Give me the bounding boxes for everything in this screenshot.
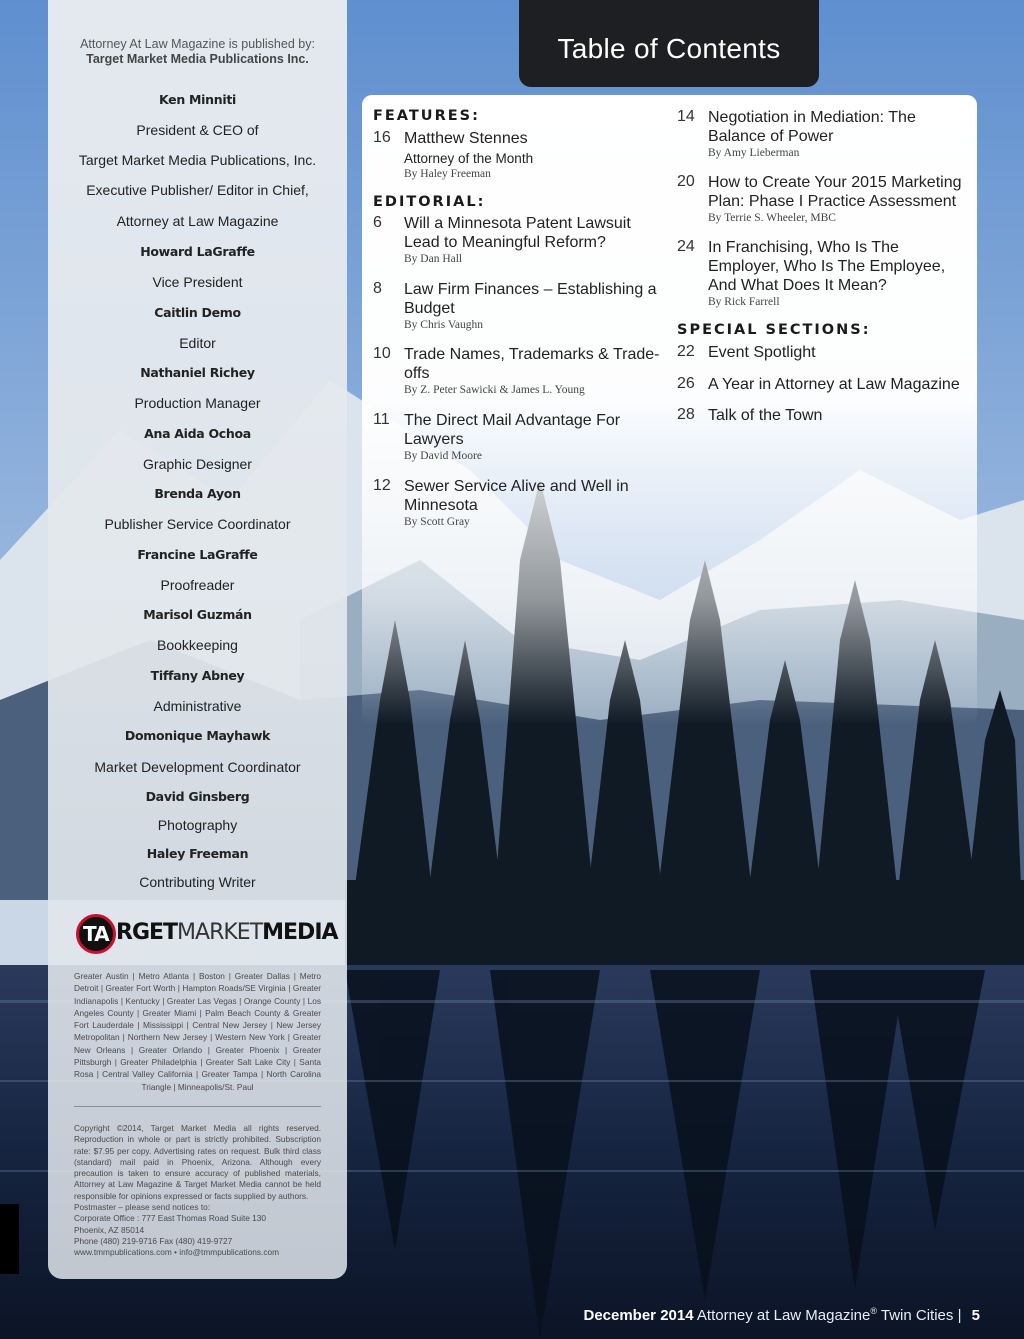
toc-entry-title: In Franchising, Who Is The Employer, Who Is The Employee, And What Does It Mean? By Rick Farrell (708, 238, 968, 309)
staff-name: Ken Minniti (159, 92, 236, 107)
staff-name: Domonique Mayhawk (124, 728, 271, 743)
staff-name: Howard LaGraffe (140, 244, 255, 259)
legal-notice (74, 1123, 321, 1259)
page-footer (583, 1306, 980, 1324)
staff-role: Photography (157, 817, 238, 833)
staff-role: Target Market Media Publications, Inc. (78, 152, 317, 168)
toc-entry-byline: By Rick Farrell (708, 296, 780, 308)
footer-separator: | (957, 1307, 962, 1324)
toc-entry-title: Trade Names, Trademarks & Trade-offs By Z. Peter Sawicki & James L. Young (404, 345, 664, 397)
toc-entry-title: Law Firm Finances – Establishing a Budget By Chris Vaughn (404, 280, 664, 332)
published-by-line: Attorney At Law Magazine is published by: (80, 37, 315, 51)
section-heading-special: SPECIAL SECTIONS: (677, 322, 871, 338)
magazine-name: Attorney at Law Magazine® Twin Cities (696, 1306, 954, 1324)
staff-role: Production Manager (134, 395, 261, 411)
page-number: 5 (971, 1307, 980, 1324)
markets-list: Greater Austin | Metro Atlanta | Boston | Greater Dallas | Metro Detroit | Greater Fort Worth | Hampton Roads/SE Virginia | Greater Indianapolis | Kentucky | Greater Las Vegas | Orange County | Los Angeles County | Greater Miami | Palm Beach County & Greater Fort Lauderdale | Mississippi | Central New Jersey | New Jersey Metropolitan | Northern New Jersey | Western New York | Greater New Orleans | Greater Orlando | Greater Phoenix | Greater Pittsburgh | Greater Philadelphia | Greater Salt Lake City | Santa Rosa | Central Valley California | Greater Tampa | North Carolina Triangle | Minneapolis/St. Paul (74, 971, 321, 1092)
page-title: Table of Contents (557, 33, 781, 64)
toc-entry-title: Matthew Stennes Attorney of the Month By Haley Freeman (404, 129, 664, 181)
toc-entry-title: Sewer Service Alive and Well in Minnesota By Scott Gray (404, 477, 664, 529)
toc-page-number: 28 (677, 406, 695, 423)
office-address: Corporate Office : 777 East Thomas Road Suite 130 (74, 1213, 267, 1224)
edge-tab-mark (0, 1204, 19, 1274)
toc-page-number: 22 (677, 343, 695, 360)
toc-panel (362, 95, 977, 725)
toc-page-number: 11 (373, 411, 390, 428)
staff-role: Publisher Service Coordinator (104, 516, 291, 532)
toc-entry-byline: By Amy Lieberman (708, 147, 800, 159)
staff-role: Proofreader (160, 577, 235, 593)
staff-role: Graphic Designer (143, 456, 252, 472)
section-heading-editorial: EDITORIAL: (373, 194, 486, 210)
staff-role: Attorney at Law Magazine (116, 213, 279, 229)
web-email: www.tmmpublications.com • info@tmmpublications.com (74, 1247, 279, 1258)
staff-name: Marisol Guzmán (143, 607, 252, 622)
publisher-name: Target Market Media Publications Inc. (86, 52, 309, 66)
toc-page-number: 8 (373, 280, 382, 297)
staff-role: Contributing Writer (139, 874, 256, 890)
toc-entry-title: Will a Minnesota Patent Lawsuit Lead to Meaningful Reform? By Dan Hall (404, 214, 664, 266)
staff-role: Executive Publisher/ Editor in Chief, (86, 182, 309, 198)
toc-entry-title: How to Create Your 2015 Marketing Plan: Phase I Practice Assessment By Terrie S. Wheeler, MBC (708, 173, 968, 225)
masthead-panel (48, 0, 347, 1279)
staff-role: Market Development Coordinator (94, 759, 301, 775)
toc-entry-byline: By Terrie S. Wheeler, MBC (708, 212, 836, 224)
staff-name: Haley Freeman (146, 846, 249, 861)
staff-role: Bookkeeping (157, 637, 238, 653)
staff-role: Administrative (153, 698, 242, 714)
title-tab (519, 0, 819, 87)
toc-entry-byline: By David Moore (404, 450, 482, 462)
toc-page-number: 16 (373, 129, 391, 146)
logo-target-icon: TA (76, 914, 116, 954)
staff-role: President & CEO of (136, 122, 259, 138)
toc-entry-byline: By Z. Peter Sawicki & James L. Young (404, 384, 585, 396)
staff-name: Francine LaGraffe (137, 547, 258, 562)
toc-entry-byline: By Scott Gray (404, 516, 470, 528)
issue-date: December 2014 (583, 1307, 694, 1324)
toc-entry-byline: By Haley Freeman (404, 168, 491, 180)
target-market-media-logo (76, 914, 338, 956)
staff-name: Caitlin Demo (154, 305, 241, 320)
toc-entry-title: Event Spotlight (708, 344, 816, 361)
toc-entry-title: The Direct Mail Advantage For Lawyers By David Moore (404, 411, 664, 463)
logo-wordmark: RGETMARKETMEDIA (116, 920, 338, 945)
staff-role: Vice President (152, 274, 243, 290)
toc-entry-title: Talk of the Town (708, 407, 823, 424)
staff-name: Nathaniel Richey (140, 365, 255, 380)
divider (74, 1106, 321, 1107)
toc-page-number: 10 (373, 345, 391, 362)
copyright-text: Copyright ©2014, Target Market Media all rights reserved. Reproduction in whole or part is strictly prohibited. Subscription rate: $7.95 per copy. Advertising rates on request. Bulk third class (standard) mail paid in Phoenix, Arizona. Although every precaution is taken to ensure accuracy of published materials, Attorney at Law Magazine & Target Market Media cannot be held responsible for opinions expressed or facts supplied by authors. (74, 1123, 321, 1201)
toc-entry-title: Negotiation in Mediation: The Balance of Power By Amy Lieberman (708, 108, 968, 160)
toc-page-number: 6 (373, 214, 382, 231)
toc-page-number: 14 (677, 108, 695, 125)
postmaster-line: Postmaster – please send notices to: (74, 1202, 211, 1213)
toc-page-number: 12 (373, 477, 391, 494)
toc-page-number: 26 (677, 375, 695, 392)
staff-name: David Ginsberg (145, 789, 250, 804)
toc-page-number: 20 (677, 173, 695, 190)
staff-name: Brenda Ayon (154, 486, 241, 501)
phone-fax: Phone (480) 219-9716 Fax (480) 419-9727 (74, 1235, 233, 1246)
toc-page-number: 24 (677, 238, 695, 255)
toc-entry-byline: By Dan Hall (404, 253, 463, 265)
section-heading-features: FEATURES: (373, 108, 480, 124)
office-city: Phoenix, AZ 85014 (74, 1224, 145, 1235)
staff-name: Ana Aida Ochoa (144, 426, 251, 441)
toc-entry-title: A Year in Attorney at Law Magazine (708, 376, 960, 393)
toc-entry-subtitle: Attorney of the Month (404, 151, 534, 166)
staff-name: Tiffany Abney (150, 668, 245, 683)
staff-role: Editor (179, 335, 216, 351)
toc-entry-byline: By Chris Vaughn (404, 319, 484, 331)
